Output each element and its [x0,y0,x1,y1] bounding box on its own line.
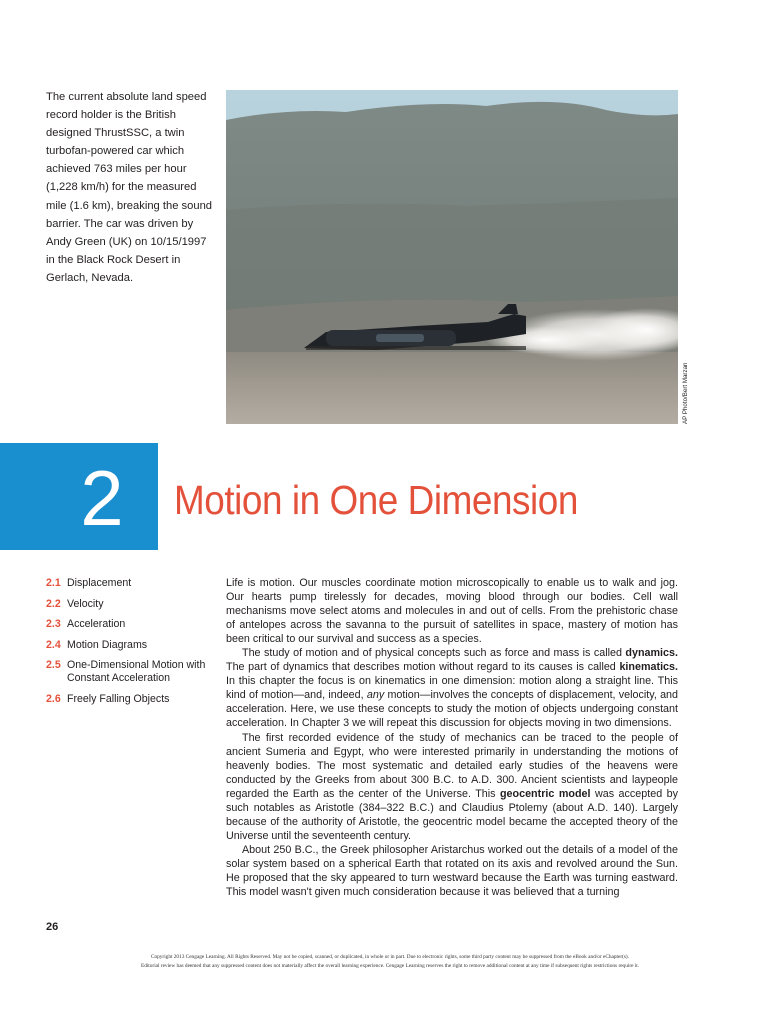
toc-number: 2.1 [46,577,61,589]
page-number: 26 [46,921,59,933]
toc-label: Freely Falling Objects [67,692,170,705]
thrustssc-photo [226,90,678,424]
copyright-notice [60,953,720,971]
toc-label: One-Dimensional Motion with Constant Acceleration [67,659,206,684]
paragraph-4: About 250 B.C., the Greek philosopher Aristarchus worked out the details of a model of the solar system based on a spherical Earth that rotated on its axis and revolved around the Sun. He proposed that the sky appeared to turn westward because the Earth was turning eastward. This model wasn't given much consideration because it was believed that a turning [226,843,678,899]
toc-item-2-2[interactable] [46,598,216,611]
toc-label: Displacement [67,577,132,589]
desert-car-image [226,90,678,424]
toc-label: Velocity [67,597,104,610]
text-run: was accepted by such notables as Aristotle (384–322 B.C.) and Claudius Ptolemy (about A.D. 140). Largely because of the authority of Aristotle, the geocentric model became the accepted theory of the Universe until the seventeenth century. [226,787,678,842]
paragraph-1: Life is motion. Our muscles coordinate motion microscopically to enable us to walk and jog. Our hearts pump tirelessly for decades, moving blood through our bodies. Cell wall mechanisms move select atoms and molecules in and out of cells. From the prehistoric chase of antelopes across the savanna to the pursuit of satellites in space, mastery of motion has been critical to our survival and success as a species. [226,577,678,646]
term-kinematics: kinematics. [619,661,678,674]
chapter-contents [46,577,216,713]
text-run: The first recorded evidence of the study of mechanics can be traced to the people of ancient Sumeria and Egypt, who were interested primarily in understanding the motions of heavenly bodies. The most systematic and detailed early studies of the heavens were conducted by the Greeks from about 300 B.C. to A.D. 300. Ancient scientists and laypeople regarded the Earth as the center of the Universe. This [226,731,678,800]
chapter-body [226,576,678,899]
term-geocentric-model: geocentric model [499,787,591,800]
toc-number: 2.2 [46,597,61,610]
toc-item-2-3[interactable] [46,618,216,631]
toc-label: Acceleration [67,618,126,630]
paragraph-2 [226,646,678,730]
toc-item-2-5[interactable] [46,659,216,685]
toc-label: Motion Diagrams [67,638,148,651]
chapter-number: 2 [80,454,124,542]
text-run: The part of dynamics that describes motion without regard to its causes is called [226,661,620,674]
text-run: motion—involves the concepts of displacement, velocity, and acceleration. Here, we use these concepts to study the motion of objects undergoing constant acceleration. In Chapter 3 we will repeat this discussion for objects moving in two dimensions. [226,689,679,730]
toc-number: 2.5 [46,659,61,671]
copyright-line-2: Editorial review has deemed that any suppressed content does not materially affect the overall learning experience. Cengage Learning reserves the right to remove additional content at any time if subsequent rights restrictions require it. [140,963,640,969]
toc-item-2-1[interactable] [46,577,216,590]
photo-caption: The current absolute land speed record holder is the British designed ThrustSSC, a twin turbofan-powered car which achieved 763 miles per hour (1,228 km/h) for the measured mile (1.6 km), breaking the sound barrier. The car was driven by Andy Green (UK) on 10/15/1997 in the Black Rock Desert in Gerlach, Nevada. [46,91,213,284]
toc-number: 2.3 [46,618,61,630]
toc-item-2-4[interactable] [46,639,216,652]
chapter-title: Motion in One Dimension [174,477,578,523]
term-dynamics: dynamics. [625,647,678,660]
text-run: In this chapter the focus is on kinematics in one dimension: motion along a straight line. This kind of motion—and, indeed, [226,675,678,702]
photo-credit: AP Photo/Bert Marzan [682,362,689,424]
text-run: The study of motion and of physical concepts such as force and mass is called [242,647,626,660]
copyright-line-1: Copyright 2013 Cengage Learning. All Rights Reserved. May not be copied, scanned, or duplicated, in whole or in part. Due to electronic rights, some third party content may be suppressed from the eBook and/or eChapter(s). [150,954,630,960]
toc-number: 2.6 [46,692,61,705]
toc-number: 2.4 [46,638,61,651]
toc-item-2-6[interactable] [46,693,216,706]
paragraph-3 [226,731,678,843]
emphasis-any: any [366,689,385,702]
